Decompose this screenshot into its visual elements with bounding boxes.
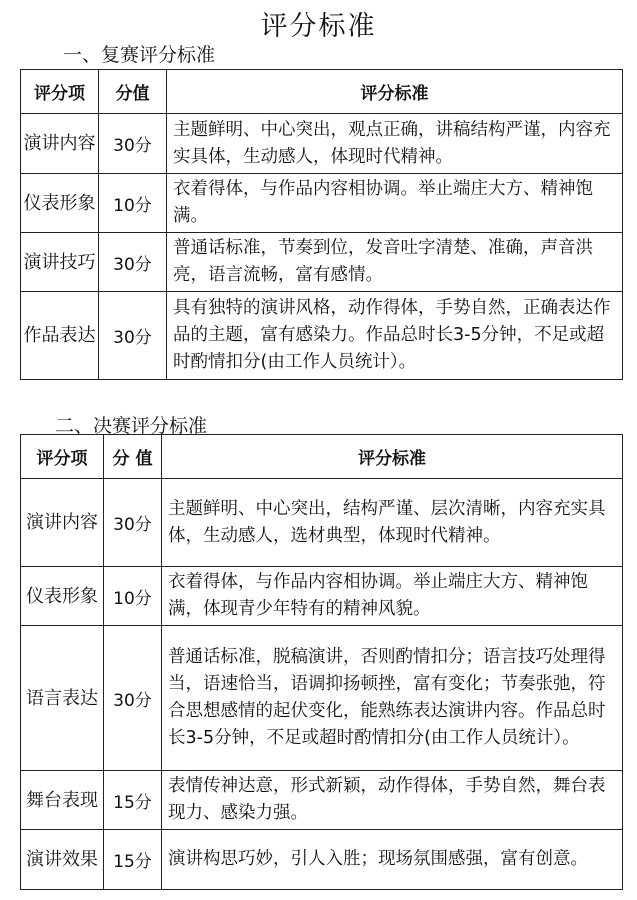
table-row (21, 830, 623, 890)
row-score: 30分 (99, 114, 167, 174)
row-criteria: 表情传神达意，形式新颖，动作得体，手势自然，舞台表现力、感染力强。 (162, 771, 623, 830)
column-header-item: 评分项 (21, 70, 99, 114)
preliminary-score-table (20, 69, 623, 380)
row-score: 30分 (104, 626, 162, 771)
row-score: 30分 (99, 233, 167, 292)
row-item: 仪表形象 (21, 567, 104, 626)
row-item: 仪表形象 (21, 174, 99, 233)
row-criteria: 衣着得体，与作品内容相协调。举止端庄大方、精神饱满。 (167, 174, 623, 233)
section-heading-final: 二、决赛评分标准 (55, 415, 208, 437)
table-row (21, 233, 623, 292)
row-criteria: 演讲构思巧妙，引人入胜；现场氛围感强，富有创意。 (162, 830, 623, 890)
row-score: 30分 (104, 479, 162, 567)
row-score: 15分 (104, 771, 162, 830)
row-item: 作品表达 (21, 292, 99, 380)
row-criteria: 普通话标准，脱稿演讲，否则酌情扣分；语言技巧处理得当，语速恰当，语调抑扬顿挫，富有变化；节奏张弛，符合思想感情的起伏变化，能熟练表达演讲内容。作品总时长3-5分钟，不足或超时酌情扣分(由工作人员统计）。 (162, 626, 623, 771)
row-item: 演讲效果 (21, 830, 104, 890)
page-title: 评分标准 (260, 11, 377, 42)
table-row (21, 114, 623, 174)
row-item: 演讲技巧 (21, 233, 99, 292)
row-criteria: 普通话标准，节奏到位，发音吐字清楚、准确，声音洪亮，语言流畅，富有感情。 (167, 233, 623, 292)
table-header-row (21, 435, 623, 479)
row-criteria: 衣着得体，与作品内容相协调。举止端庄大方、精神饱满，体现青少年特有的精神风貌。 (162, 567, 623, 626)
column-header-score: 分 值 (104, 435, 162, 479)
row-score: 10分 (104, 567, 162, 626)
table-row (21, 292, 623, 380)
table-row (21, 626, 623, 771)
table-header-row (21, 70, 623, 114)
column-header-item: 评分项 (21, 435, 104, 479)
section-heading-preliminary: 一、复赛评分标准 (63, 44, 216, 66)
column-header-criteria: 评分标准 (167, 70, 623, 114)
table-row (21, 174, 623, 233)
row-item: 演讲内容 (21, 479, 104, 567)
table-row (21, 567, 623, 626)
row-score: 10分 (99, 174, 167, 233)
row-score: 15分 (104, 830, 162, 890)
row-criteria: 主题鲜明、中心突出，观点正确，讲稿结构严谨，内容充实具体，生动感人，体现时代精神。 (167, 114, 623, 174)
table-row (21, 479, 623, 567)
row-criteria: 主题鲜明、中心突出，结构严谨、层次清晰，内容充实具体，生动感人，选材典型，体现时代精神。 (162, 479, 623, 567)
table-row (21, 771, 623, 830)
row-score: 30分 (99, 292, 167, 380)
row-criteria: 具有独特的演讲风格，动作得体，手势自然，正确表达作品的主题，富有感染力。作品总时长3-5分钟，不足或超时酌情扣分(由工作人员统计）。 (167, 292, 623, 380)
row-item: 舞台表现 (21, 771, 104, 830)
final-score-table (20, 434, 623, 890)
row-item: 演讲内容 (21, 114, 99, 174)
row-item: 语言表达 (21, 626, 104, 771)
column-header-score: 分值 (99, 70, 167, 114)
column-header-criteria: 评分标准 (162, 435, 623, 479)
